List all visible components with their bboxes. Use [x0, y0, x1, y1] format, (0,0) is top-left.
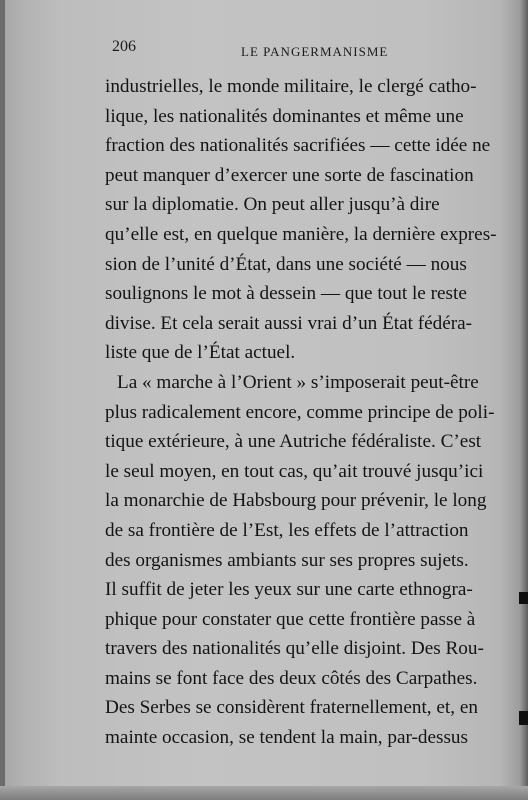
page-number: 206 — [112, 38, 136, 55]
text-line: plus radicalement encore, comme principe de poli- — [105, 401, 495, 423]
text-line: mains se font face des deux côtés des Carpathes. — [105, 667, 478, 689]
text-line: phique pour constater que cette frontière passe à — [105, 608, 476, 630]
text-line: le seul moyen, en tout cas, qu’ait trouvé jusqu’ici — [105, 460, 484, 482]
text-line: soulignons le mot à dessein — que tout le reste — [105, 283, 467, 305]
page-bottom-edge — [0, 786, 528, 800]
running-head: LE PANGERMANISME — [241, 44, 389, 59]
text-line: fraction des nationalités sacrifiées — cette idée ne — [105, 135, 491, 157]
page-left-edge — [0, 0, 5, 800]
text-line: tique extérieure, à une Autriche fédéraliste. C’est — [105, 431, 482, 453]
text-line: des organismes ambiants sur ses propres sujets. — [105, 549, 469, 571]
text-line: divise. Et cela serait aussi vrai d’un État fédéra- — [105, 312, 473, 334]
text-line: travers des nationalités qu’elle disjoint. Des Rou- — [105, 638, 484, 660]
text-line: Il suffit de jeter les yeux sur une carte ethnogra- — [105, 579, 473, 601]
scan-edge-mark — [519, 711, 528, 725]
text-line: industrielles, le monde militaire, le clergé catho- — [105, 76, 477, 97]
text-line: Des Serbes se considèrent fraternellement, et, en — [105, 697, 478, 719]
text-line: de sa frontière de l’Est, les effets de l’attraction — [105, 519, 469, 541]
text-line: la monarchie de Habsbourg pour prévenir, le long — [105, 490, 487, 512]
text-line: lique, les nationalités dominantes et même une — [105, 105, 464, 127]
text-line: liste que de l’État actuel. — [105, 342, 296, 364]
scan-edge-mark — [519, 592, 528, 604]
text-line: sion de l’unité d’État, dans une société — nous — [105, 253, 467, 275]
text-line: qu’elle est, en quelque manière, la dernière expres- — [105, 223, 497, 245]
text-line: mainte occasion, se tendent la main, par-dessus — [105, 727, 468, 749]
body-text — [105, 72, 498, 753]
text-line: peut manquer d’exercer une sorte de fascination — [105, 164, 474, 186]
text-line: sur la diplomatie. On peut aller jusqu’à dire — [105, 194, 440, 216]
text-line: La « marche à l’Orient » s’imposerait peut-être — [117, 371, 479, 393]
